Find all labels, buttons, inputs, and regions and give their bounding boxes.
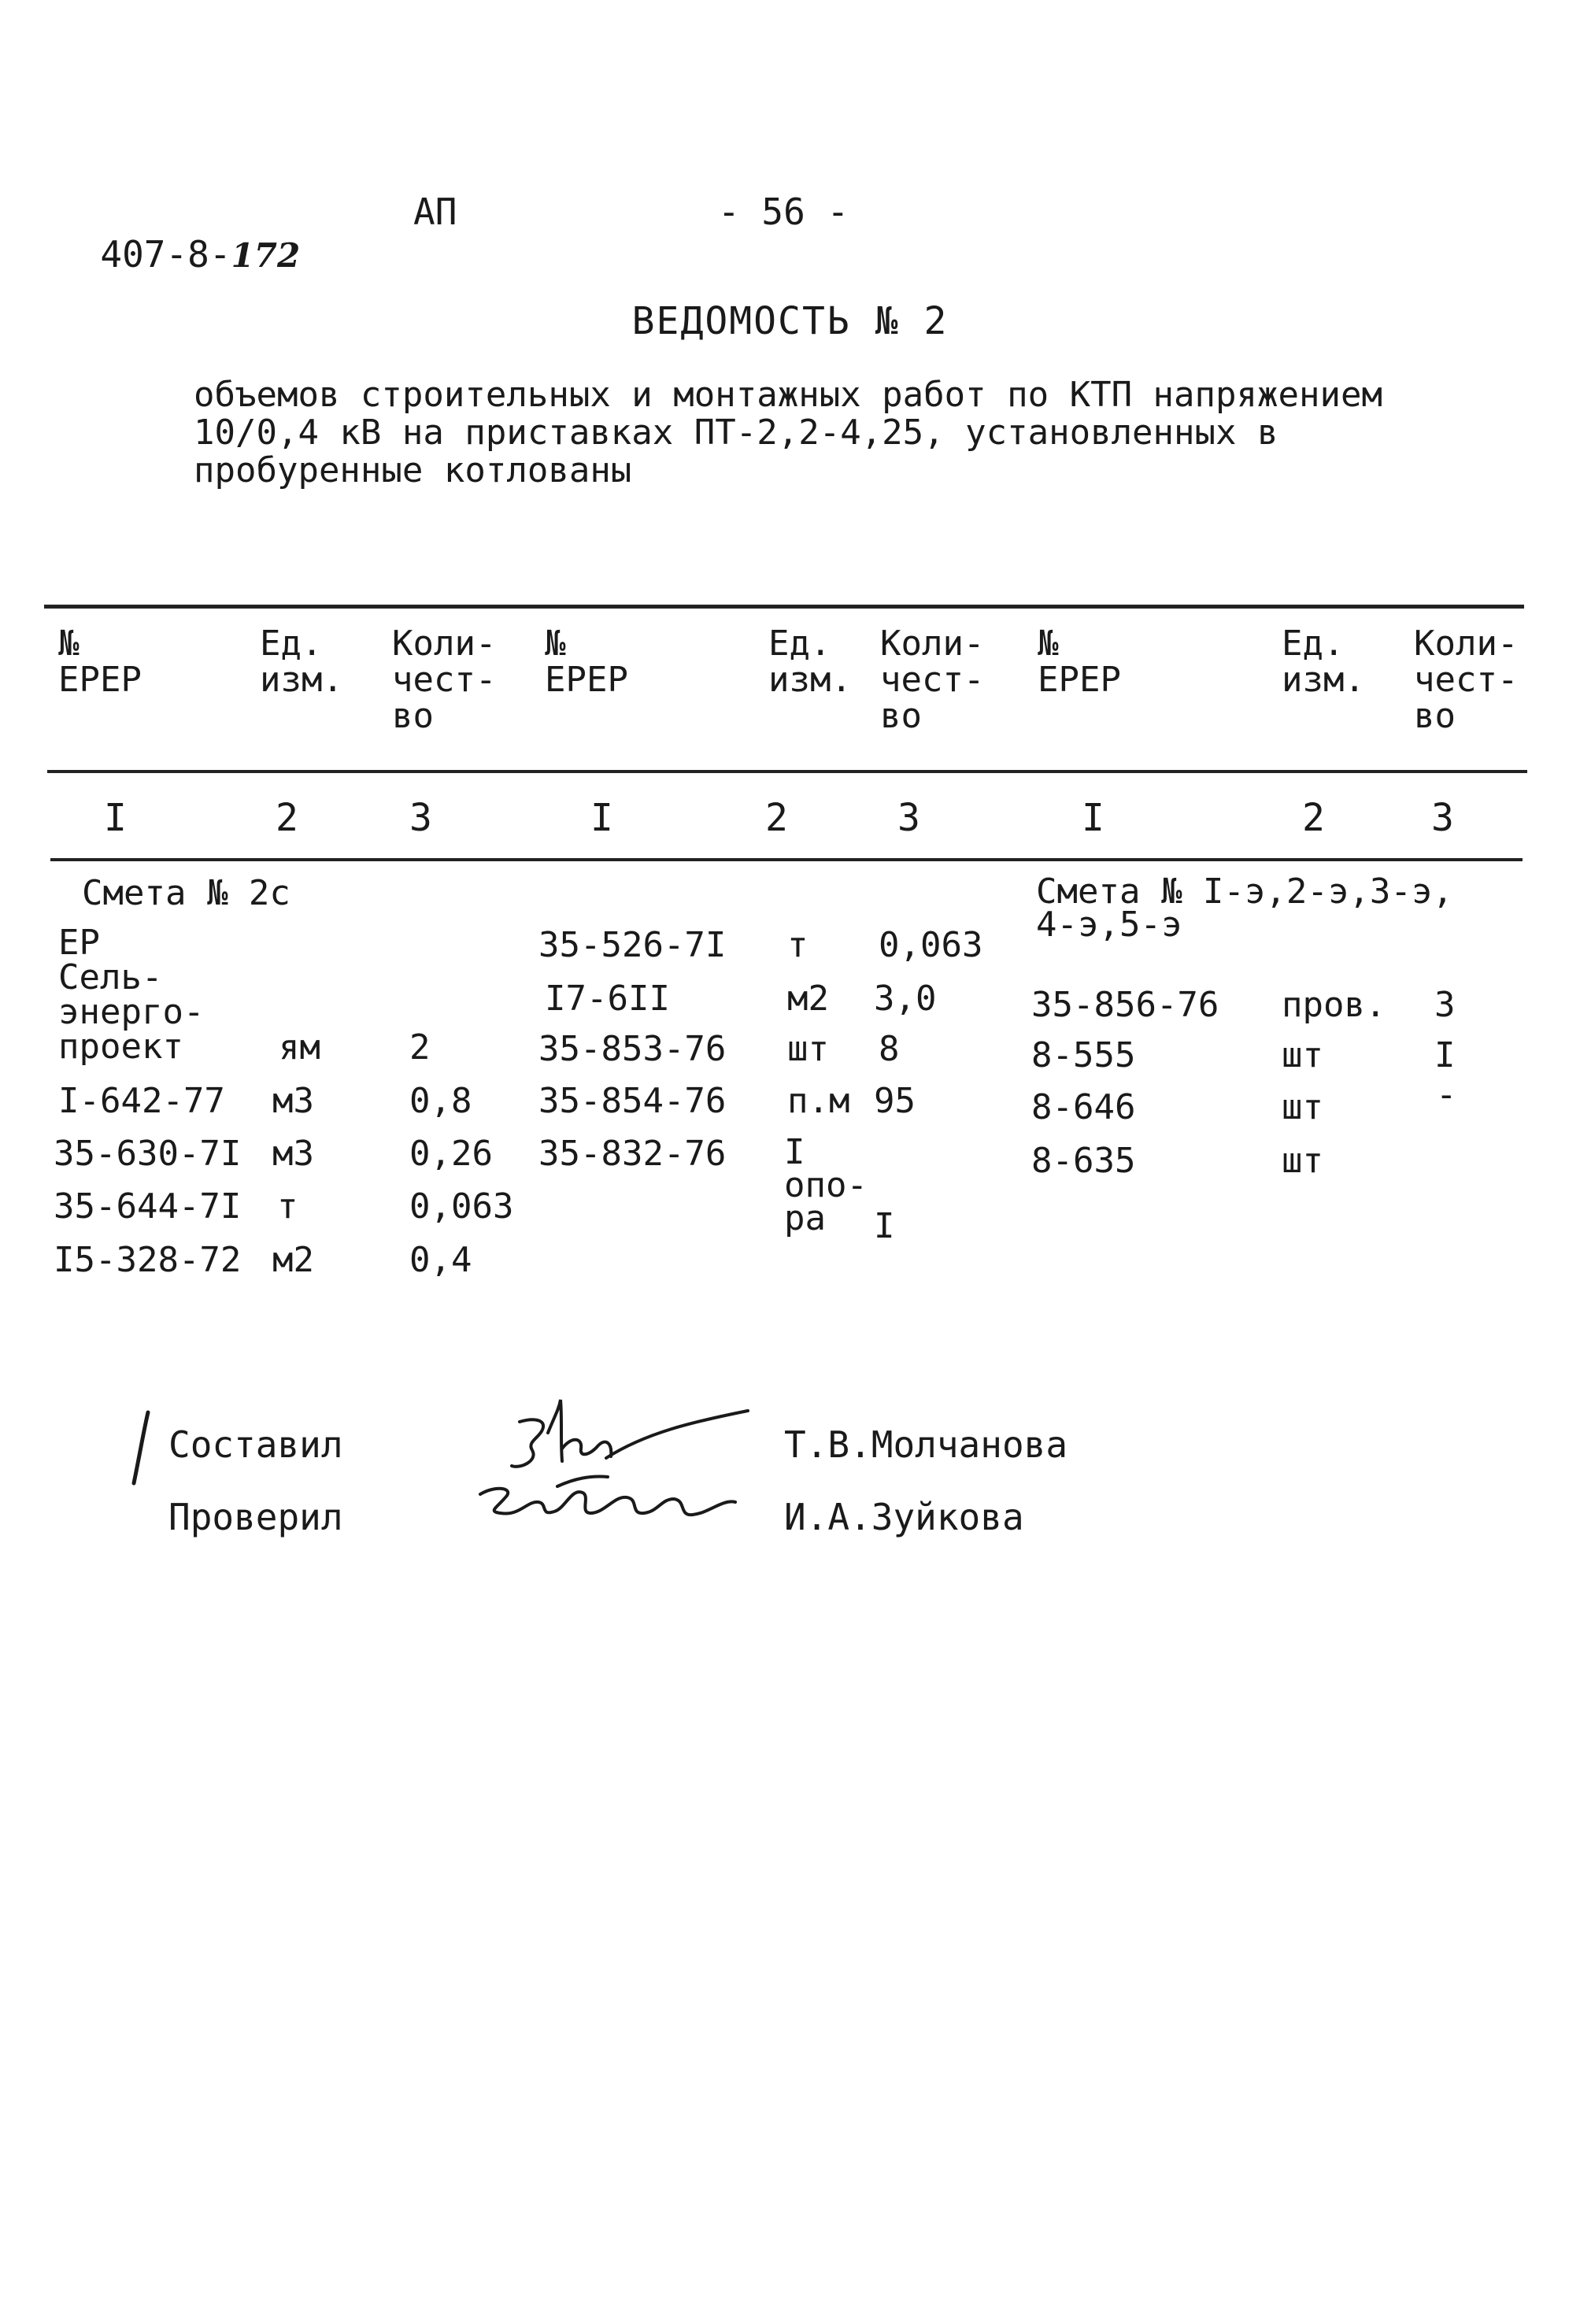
header-qty-1: Коли- чест- во xyxy=(392,624,497,736)
colnum-8: 2 xyxy=(1302,796,1325,840)
header-unit-2: Ед. изм. xyxy=(768,624,852,700)
s3-row2-code: 8-555 xyxy=(1031,1035,1136,1075)
table-colnum-rule xyxy=(50,858,1523,861)
table-header-rule xyxy=(47,770,1527,773)
signature-name-compiled: Т.В.Молчанова xyxy=(784,1423,1068,1466)
s1-row4-unit: т xyxy=(277,1186,298,1227)
s3-row3-qty: - xyxy=(1436,1075,1457,1115)
s3-row3-unit: шт xyxy=(1282,1087,1323,1127)
s3-row2-qty: I xyxy=(1434,1035,1456,1075)
s1-row2-unit: м3 xyxy=(272,1081,314,1121)
s1-row4-code: 35-644-7I xyxy=(54,1186,242,1227)
s2-row5-code: 35-832-76 xyxy=(538,1134,727,1174)
section1-title: Смета № 2с xyxy=(82,873,290,913)
s1-row2-code: I-642-77 xyxy=(58,1081,225,1121)
s2-row1-unit: т xyxy=(787,925,809,965)
colnum-9: 3 xyxy=(1431,796,1454,840)
s1-row1-code: ЕР Сель- энерго- проект xyxy=(58,923,205,1067)
page-number: - 56 - xyxy=(718,191,849,233)
s2-row3-unit: шт xyxy=(787,1029,829,1069)
header-code-3: № ЕРЕР xyxy=(1038,624,1121,700)
colnum-1: I xyxy=(104,796,127,840)
doc-code xyxy=(57,191,300,276)
header-code-2: № ЕРЕР xyxy=(545,624,628,700)
s3-row1-qty: 3 xyxy=(1434,985,1456,1025)
header-qty-2: Коли- чест- во xyxy=(880,624,985,736)
s2-row4-qty: 95 xyxy=(874,1081,916,1121)
s1-row5-code: I5-328-72 xyxy=(54,1240,242,1280)
s2-row1-qty: 0,063 xyxy=(879,925,983,965)
s3-row2-unit: шт xyxy=(1282,1035,1323,1075)
s1-row5-qty: 0,4 xyxy=(409,1240,472,1280)
s3-row1-unit: пров. xyxy=(1282,985,1386,1025)
s1-row1-qty: 2 xyxy=(409,1027,431,1068)
section3-title: Смета № I-э,2-э,3-э, 4-э,5-э xyxy=(1036,872,1453,945)
table-top-rule xyxy=(44,605,1524,609)
s1-row1-unit: ям xyxy=(279,1027,320,1068)
colnum-5: 2 xyxy=(765,796,788,840)
signature-name-checked: И.А.Зуйкова xyxy=(784,1496,1024,1538)
document-subtitle: объемов строительных и монтажных работ по КТП напряжением 10/0,4 кВ на приставках ПТ-2,2-4,25, установленных в пробуренные котлованы xyxy=(194,375,1382,490)
s3-row4-unit: шт xyxy=(1282,1141,1323,1181)
s2-row2-qty: 3,0 xyxy=(874,979,937,1019)
doc-type: АП xyxy=(413,191,457,233)
s2-row5-unit: I опо- ра xyxy=(784,1132,868,1238)
colnum-3: 3 xyxy=(409,796,432,840)
s2-row2-unit: м2 xyxy=(787,979,829,1019)
s2-row4-code: 35-854-76 xyxy=(538,1081,727,1121)
header-qty-3: Коли- чест- во xyxy=(1414,624,1519,736)
colnum-4: I xyxy=(590,796,613,840)
s3-row4-code: 8-635 xyxy=(1031,1141,1136,1181)
margin-mark-icon xyxy=(126,1409,157,1488)
s1-row4-qty: 0,063 xyxy=(409,1186,514,1227)
s1-row3-qty: 0,26 xyxy=(409,1134,493,1174)
signature-role-compiled: Составил xyxy=(168,1423,343,1466)
s2-row1-code: 35-526-7I xyxy=(538,925,727,965)
doc-code-typed: 407-8- xyxy=(100,233,231,276)
s1-row5-unit: м2 xyxy=(272,1240,314,1280)
header-unit-1: Ед. изм. xyxy=(260,624,343,700)
doc-code-handwritten: 172 xyxy=(231,236,301,275)
s1-row3-unit: м3 xyxy=(272,1134,314,1174)
signature-role-checked: Проверил xyxy=(168,1496,343,1538)
s2-row2-code: I7-6II xyxy=(545,979,670,1019)
s3-row1-code: 35-856-76 xyxy=(1031,985,1219,1025)
s1-row3-code: 35-630-7I xyxy=(54,1134,242,1174)
s2-row5-qty: I xyxy=(874,1206,895,1246)
header-code-1: № ЕРЕР xyxy=(58,624,142,700)
handwritten-signature-icon xyxy=(472,1393,756,1543)
s2-row3-qty: 8 xyxy=(879,1029,900,1069)
header-unit-3: Ед. изм. xyxy=(1282,624,1365,700)
colnum-7: I xyxy=(1082,796,1105,840)
colnum-2: 2 xyxy=(276,796,298,840)
s1-row2-qty: 0,8 xyxy=(409,1081,472,1121)
s3-row3-code: 8-646 xyxy=(1031,1087,1136,1127)
colnum-6: 3 xyxy=(897,796,920,840)
s2-row4-unit: п.м xyxy=(787,1081,850,1121)
s2-row3-code: 35-853-76 xyxy=(538,1029,727,1069)
document-title: ВЕДОМОСТЬ № 2 xyxy=(631,299,949,343)
